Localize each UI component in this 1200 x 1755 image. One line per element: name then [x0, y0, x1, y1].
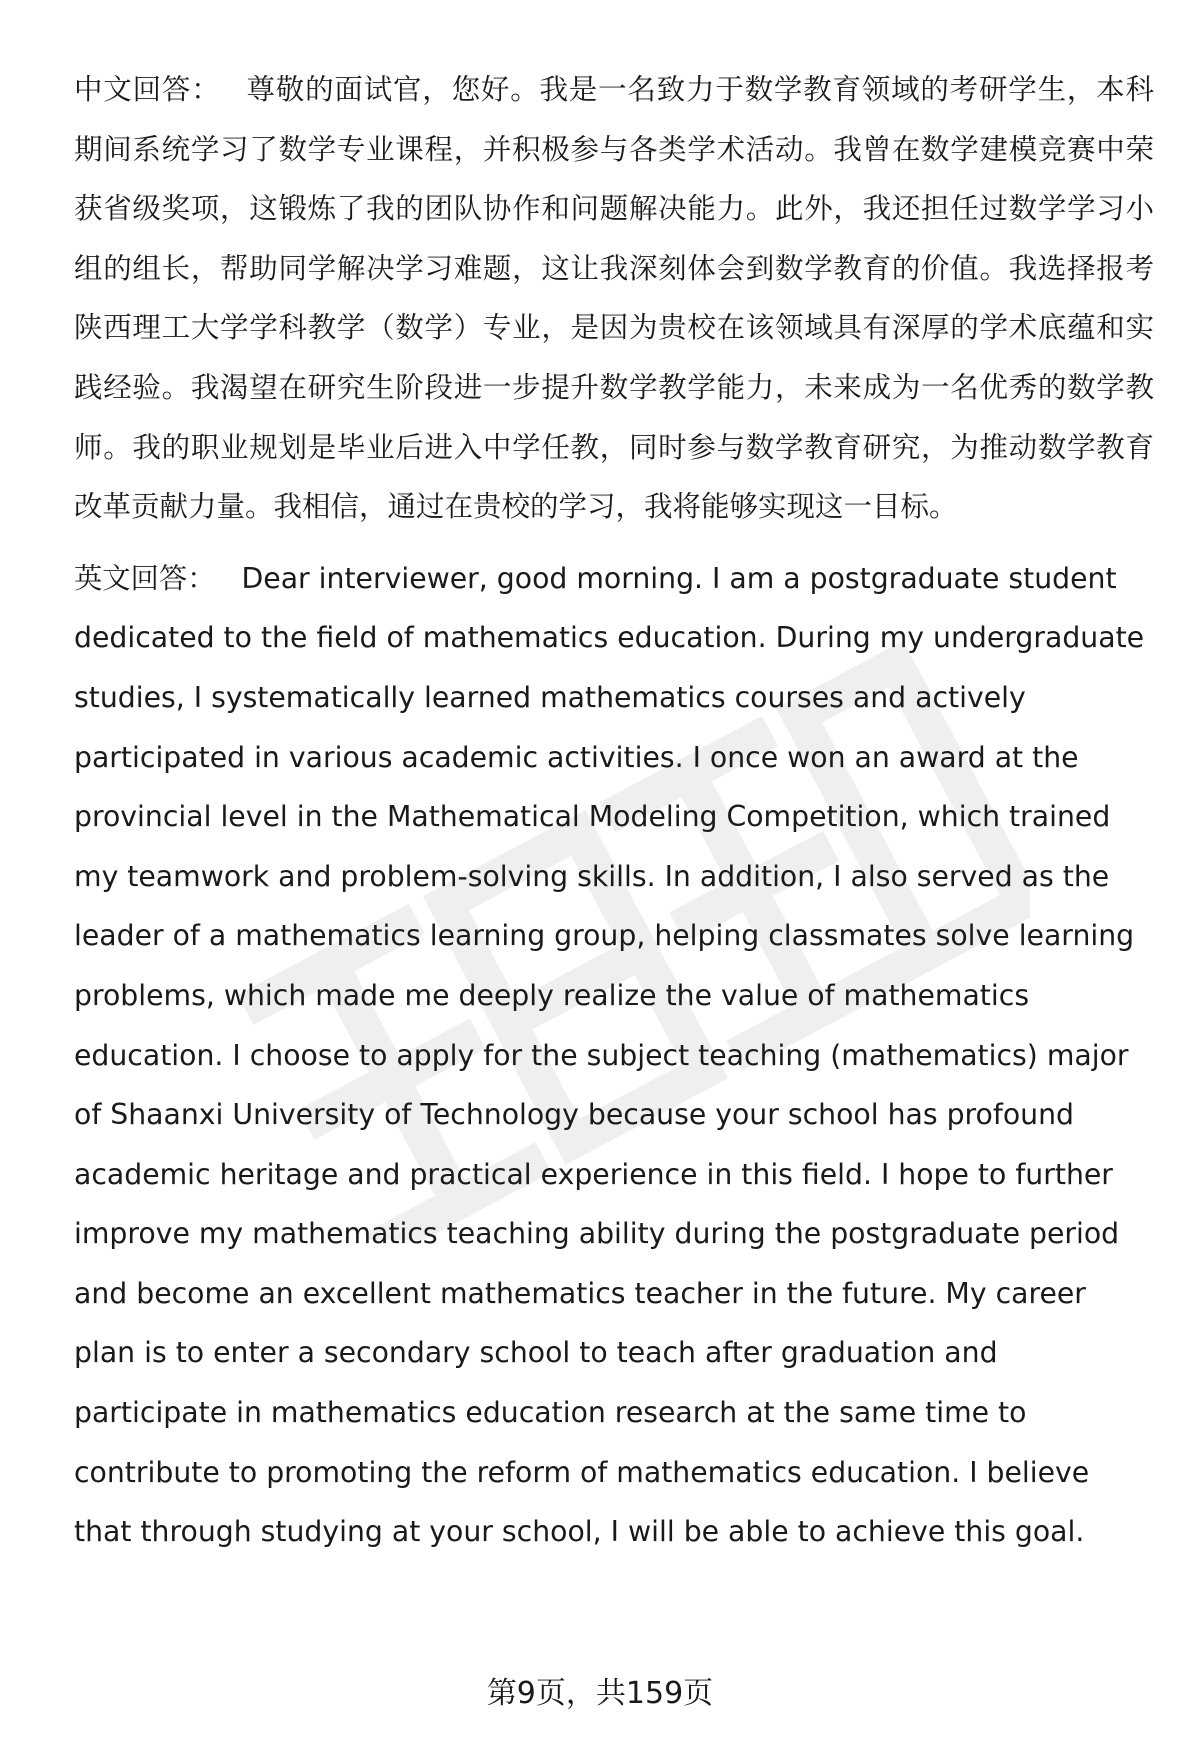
english-answer-label: 英文回答： [74, 561, 216, 595]
chinese-answer-text: 尊敬的面试官，您好。我是一名致力于数学教育领域的考研学生，本科期间系统学习了数学专业课程，并积极参与各类学术活动。我曾在数学建模竞赛中荣获省级奖项，这锻炼了我的团队协作和问题解决能力。此外，我还担任过数学学习小组的组长，帮助同学解决学习难题，这让我深刻体会到数学教育的价值。我选择报考陕西理工大学学科教学（数学）专业，是因为贵校在该领域具有深厚的学术底蕴和实践经验。我渴望在研究生阶段进一步提升数学教学能力，未来成为一名优秀的数学教师。我的职业规划是毕业后进入中学任教，同时参与数学教育研究，为推动数学教育改革贡献力量。我相信，通过在贵校的学习，我将能够实现这一目标。 [74, 73, 1154, 524]
document-page [74, 60, 1154, 1562]
page-number-footer: 第9页，共159页 [486, 1676, 714, 1711]
english-answer-paragraph [74, 549, 1154, 1562]
english-answer-text: Dear interviewer, good morning. I am a postgraduate student dedicated to the field of mathematics education. During my undergraduate studies, I systematically learned mathematics courses and actively participated in various academic activities. I once won an award at the provincial level in the Mathematical Modeling Competition, which trained my teamwork and problem-solving skills. In addition, I also served as the leader of a mathematics learning group, helping classmates solve learning problems, which made me deeply realize the value of mathematics education. I choose to apply for the subject teaching (mathematics) major of Shaanxi University of Technology because your school has profound academic heritage and practical experience in this field. I hope to further improve my mathematics teaching ability during the postgraduate period and become an excellent mathematics teacher in the future. My career plan is to enter a secondary school to teach after graduation and participate in mathematics education research at the same time to contribute to promoting the reform of mathematics education. I believe that through studying at your school, I will be able to achieve this goal. [74, 561, 1145, 1549]
chinese-answer-paragraph [74, 60, 1154, 537]
chinese-answer-label: 中文回答： [74, 73, 221, 106]
